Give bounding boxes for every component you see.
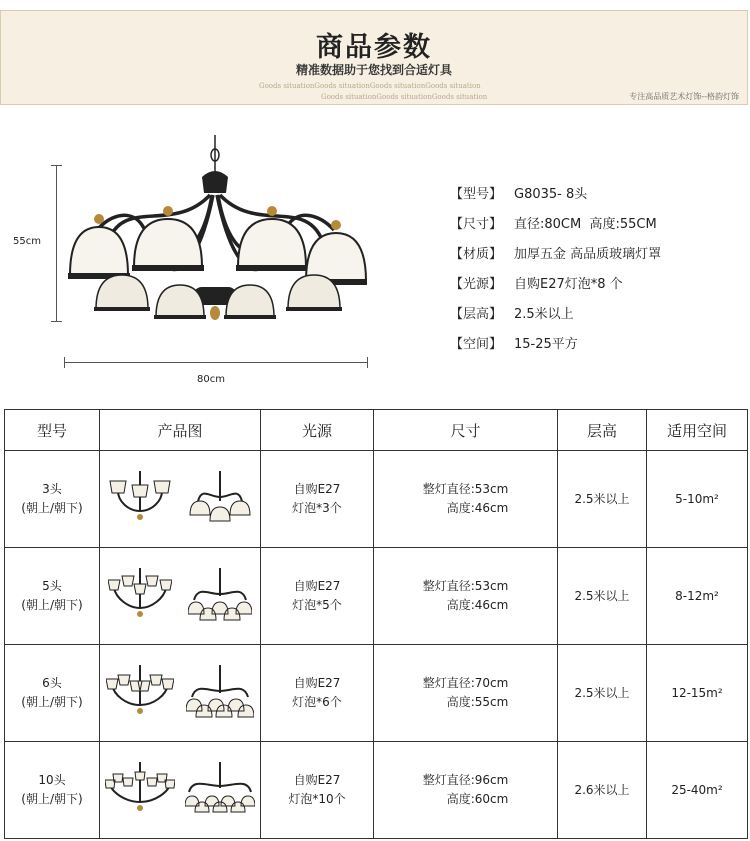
floor-height-cell: 2.6米以上 — [558, 742, 647, 839]
header-image: 产品图 — [100, 410, 261, 451]
header-banner — [0, 10, 748, 105]
header-model: 型号 — [5, 410, 100, 451]
thumbnail-cell — [100, 645, 261, 742]
english-line-1: Goods situationGoods situationGoods situationGoods situation — [259, 82, 481, 90]
width-dimension-line — [64, 362, 368, 363]
width-dimension-label: 80cm — [197, 374, 225, 385]
spec-value: 2.5米以上 — [514, 307, 574, 322]
spec-model — [450, 183, 587, 202]
spec-key: 【尺寸】 — [450, 217, 503, 232]
brand-slogan: 专注高品质艺术灯饰--格韵灯饰 — [629, 92, 739, 101]
table-row — [5, 451, 748, 548]
space-cell: 5-10m² — [647, 451, 748, 548]
model-cell: 10头 (朝上/朝下) — [5, 742, 100, 839]
chandelier-image — [62, 135, 367, 345]
thumbnail-cell — [100, 742, 261, 839]
height-dimension-label: 55cm — [13, 236, 41, 247]
spec-value: 加厚五金 高品质玻璃灯罩 — [514, 247, 662, 262]
english-line-2: Goods situationGoods situationGoods situation — [321, 93, 488, 101]
spec-value: 自购E27灯泡*8 个 — [514, 277, 623, 292]
height-dimension-line — [56, 165, 57, 322]
thumbnail-cell — [100, 451, 261, 548]
spec-key: 【层高】 — [450, 307, 503, 322]
size-cell: 整灯直径:70cm 高度:55cm — [374, 645, 558, 742]
height-dimension-cap-bottom — [51, 321, 62, 322]
thumbnail-cell — [100, 548, 261, 645]
model-cell: 5头 (朝上/朝下) — [5, 548, 100, 645]
spec-light-source — [450, 273, 623, 292]
english-watermark — [259, 81, 519, 103]
light-cell: 自购E27 灯泡*3个 — [261, 451, 374, 548]
chandelier-up-thumb — [108, 568, 172, 624]
light-cell: 自购E27 灯泡*5个 — [261, 548, 374, 645]
header-space: 适用空间 — [647, 410, 748, 451]
light-cell: 自购E27 灯泡*6个 — [261, 645, 374, 742]
chandelier-down-thumb — [186, 665, 254, 721]
table-row — [5, 548, 748, 645]
floor-height-cell: 2.5米以上 — [558, 645, 647, 742]
page-title: 商品参数 — [316, 32, 432, 63]
size-cell: 整灯直径:53cm 高度:46cm — [374, 451, 558, 548]
spec-space — [450, 333, 578, 352]
spec-value: 15-25平方 — [514, 337, 578, 352]
height-dimension-cap-top — [51, 165, 62, 166]
size-cell: 整灯直径:96cm 高度:60cm — [374, 742, 558, 839]
model-cell: 3头 (朝上/朝下) — [5, 451, 100, 548]
product-table — [4, 409, 748, 839]
light-cell: 自购E27 灯泡*10个 — [261, 742, 374, 839]
chandelier-down-thumb — [188, 568, 252, 624]
size-cell: 整灯直径:53cm 高度:46cm — [374, 548, 558, 645]
spec-key: 【空间】 — [450, 337, 503, 352]
chandelier-up-thumb — [105, 762, 175, 818]
width-dimension-cap-left — [64, 357, 65, 368]
spec-material — [450, 243, 661, 262]
header-size: 尺寸 — [374, 410, 558, 451]
spec-value: G8035- 8头 — [514, 187, 588, 202]
spec-value: 直径:80CM 高度:55CM — [514, 217, 657, 232]
header-height: 层高 — [558, 410, 647, 451]
space-cell: 25-40m² — [647, 742, 748, 839]
space-cell: 12-15m² — [647, 645, 748, 742]
chandelier-down-thumb — [188, 471, 252, 527]
chandelier-up-thumb — [106, 665, 174, 721]
header-light: 光源 — [261, 410, 374, 451]
model-cell: 6头 (朝上/朝下) — [5, 645, 100, 742]
spec-key: 【光源】 — [450, 277, 503, 292]
space-cell: 8-12m² — [647, 548, 748, 645]
floor-height-cell: 2.5米以上 — [558, 548, 647, 645]
table-header-row — [5, 410, 748, 451]
spec-floor-height — [450, 303, 574, 322]
width-dimension-cap-right — [367, 357, 368, 368]
floor-height-cell: 2.5米以上 — [558, 451, 647, 548]
chandelier-down-thumb — [185, 762, 255, 818]
page-subtitle: 精准数据助于您找到合适灯具 — [295, 63, 452, 77]
spec-key: 【材质】 — [450, 247, 503, 262]
chandelier-up-thumb — [108, 471, 172, 527]
table-row — [5, 742, 748, 839]
spec-key: 【型号】 — [450, 187, 503, 202]
table-row — [5, 645, 748, 742]
spec-size — [450, 213, 657, 232]
